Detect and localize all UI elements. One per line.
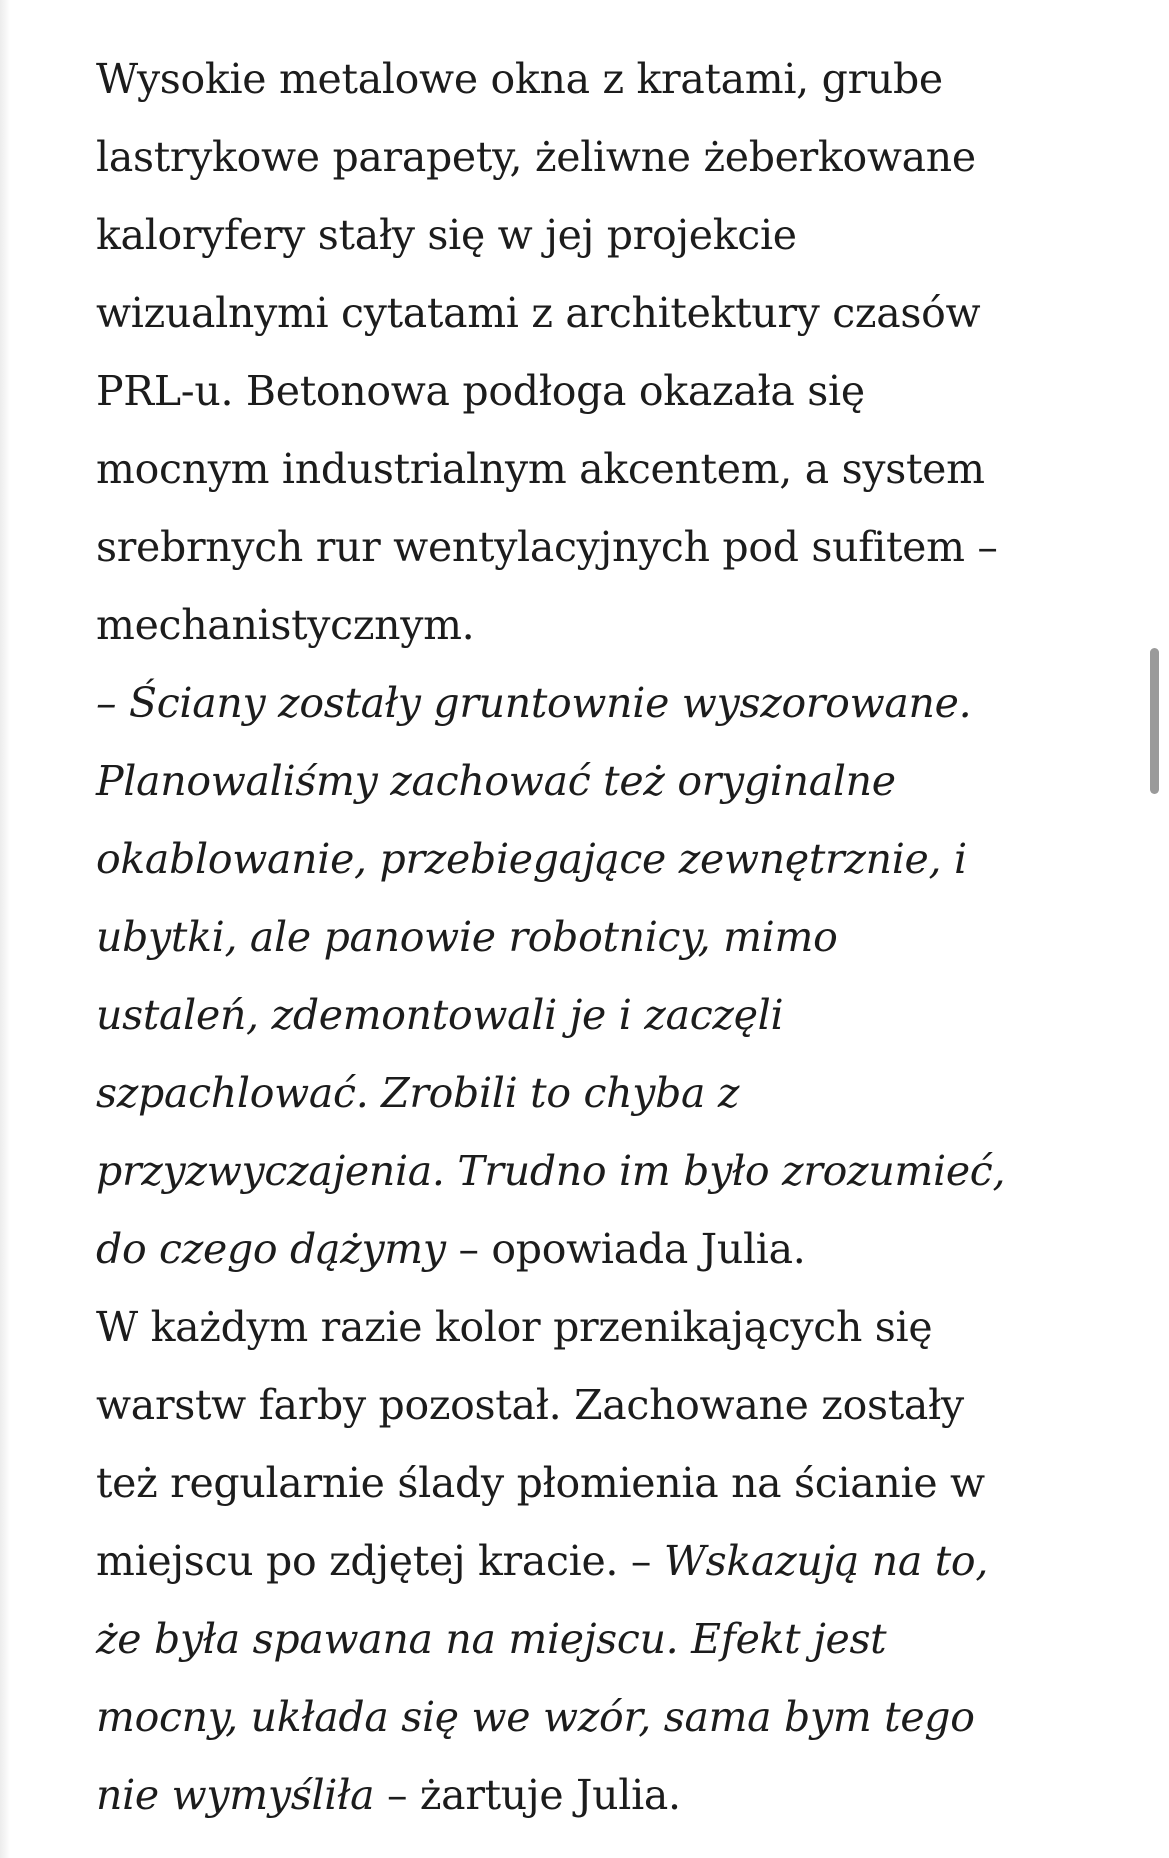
- text-line: PRL-u. Betonowa podłoga okazała się: [96, 367, 865, 415]
- text-line: też regularnie ślady płomienia na ścianie w: [96, 1459, 985, 1507]
- quote-line: ustaleń, zdemontowali je i zaczęli: [96, 991, 784, 1039]
- text-line: miejscu po zdjętej kracie. – Wskazują na to,: [96, 1537, 989, 1585]
- quote-line: mocny, układa się we wzór, sama bym tego: [96, 1693, 975, 1741]
- text-line: wizualnymi cytatami z architektury czasów: [96, 289, 981, 337]
- quote-line: ubytki, ale panowie robotnicy, mimo: [96, 913, 838, 961]
- text-line: warstw farby pozostał. Zachowane zostały: [96, 1381, 964, 1429]
- quote-line: szpachlować. Zrobili to chyba z: [96, 1069, 740, 1117]
- text-line: mocnym industrialnym akcentem, a system: [96, 445, 985, 493]
- text-line: kaloryfery stały się w jej projekcie: [96, 211, 797, 259]
- text-line: W każdym razie kolor przenikających się: [96, 1303, 933, 1351]
- text-line: srebrnych rur wentylacyjnych pod sufitem –: [96, 523, 998, 571]
- quote-line: okablowanie, przebiegające zewnętrznie, i: [96, 835, 967, 883]
- quote-line: przyzwyczajenia. Trudno im było zrozumieć,: [96, 1147, 1006, 1195]
- quote-line: do czego dążymy – opowiada Julia.: [96, 1225, 806, 1273]
- quote-line: Planowaliśmy zachować też oryginalne: [96, 757, 896, 805]
- text-line: Wysokie metalowe okna z kratami, grube: [96, 55, 943, 103]
- article-body: [96, 40, 1096, 1834]
- quote-line: nie wymyśliła – żartuje Julia.: [96, 1771, 681, 1819]
- scrollbar-thumb[interactable]: [1150, 648, 1159, 794]
- text-line: mechanistycznym.: [96, 601, 475, 649]
- text-line: lastrykowe parapety, żeliwne żeberkowane: [96, 133, 976, 181]
- left-edge-shadow: [0, 0, 10, 1858]
- quote-line: – Ściany zostały gruntownie wyszorowane.: [96, 679, 972, 727]
- quote-line: że była spawana na miejscu. Efekt jest: [96, 1615, 887, 1663]
